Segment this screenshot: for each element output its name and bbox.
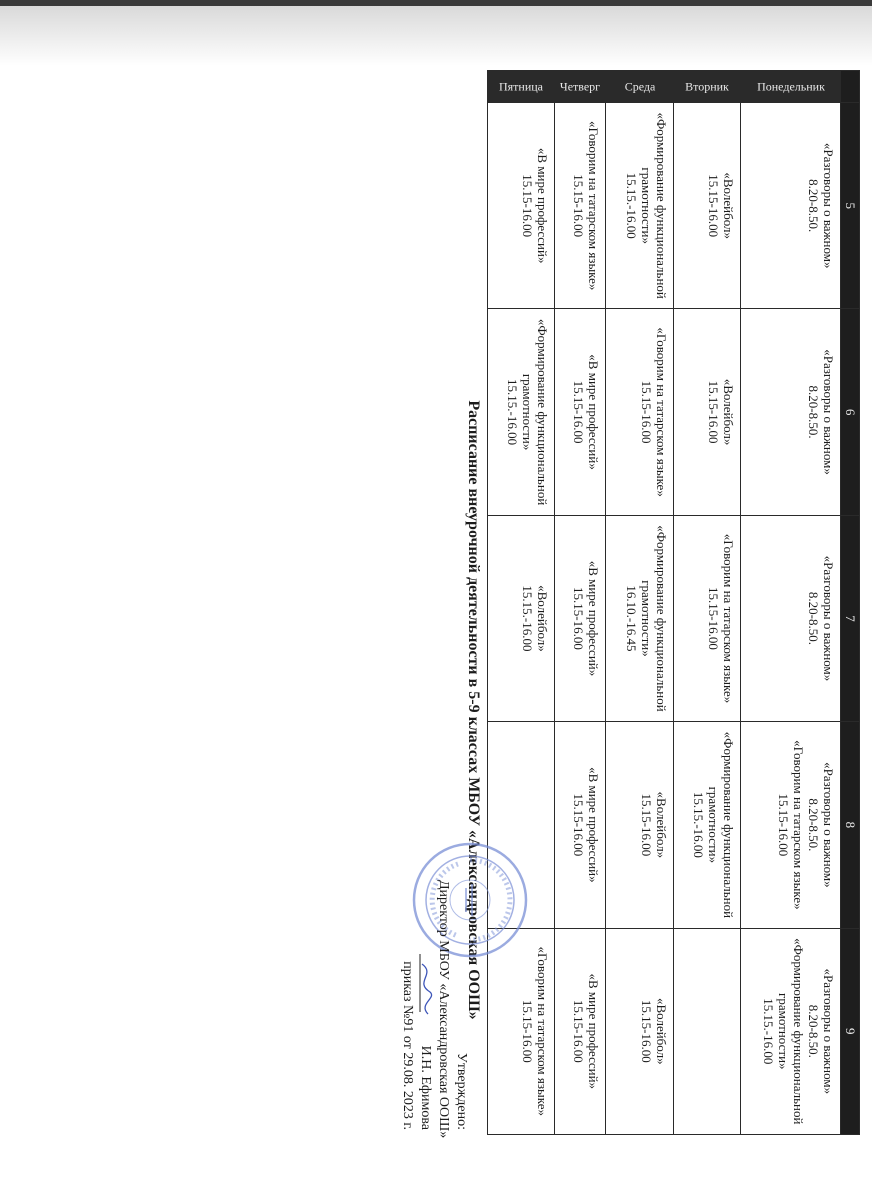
activity-entry: [706, 315, 736, 508]
activity-entry: [776, 728, 836, 921]
day-label: Вторник: [685, 79, 729, 93]
schedule-cell: [488, 103, 555, 309]
class-header-7: 7: [841, 515, 860, 721]
schedule-cell: [673, 515, 740, 721]
table-row: [555, 71, 606, 1135]
activity-text: «Формирование функциональной грамотности» 15.15.-16.00: [691, 731, 737, 919]
schedule-cell: [606, 309, 673, 515]
activity-text: «Говорим на татарском языке» 15.15-16.00: [571, 120, 602, 291]
activity-entry: [571, 315, 601, 508]
table-row: [606, 71, 673, 1135]
day-cell: [555, 71, 606, 103]
activity-entry: [571, 109, 601, 302]
schedule-cell: [488, 309, 555, 515]
schedule-cell: [673, 309, 740, 515]
approval-block: [270, 880, 470, 1139]
activity-entry: [691, 728, 736, 921]
schedule-cell: [741, 309, 841, 515]
schedule-cell: [606, 515, 673, 721]
activity-text: «В мире профессий» 15.15-16.00: [520, 147, 551, 264]
table-row: [741, 71, 841, 1135]
day-cell: [673, 71, 740, 103]
schedule-cell: [555, 515, 606, 721]
class-header-5: 5: [841, 103, 860, 309]
schedule-cell: [555, 309, 606, 515]
schedule-cell: [673, 722, 740, 928]
activity-text: «Говорим на татарском языке» 15.15-16.00: [520, 946, 551, 1117]
activity-text: «В мире профессий» 15.15-16.00: [571, 767, 602, 883]
activity-entry: [806, 109, 836, 302]
approval-order: приказ №91 от 29.08. 2023 г.: [399, 961, 415, 1130]
approval-director: Директор МБОУ «Александровская ООШ»: [436, 880, 451, 1139]
class-header-9: 9: [841, 928, 860, 1134]
activity-text: «Формирование функциональной грамотности» 16.10.-16.45: [623, 525, 669, 712]
activity-entry: [505, 315, 550, 508]
table-row: [488, 71, 555, 1135]
activity-entry: [706, 522, 736, 715]
activity-text: «Волейбол» 15.15.-16.00: [520, 585, 551, 652]
activity-entry: [571, 522, 601, 715]
schedule-cell: [555, 928, 606, 1134]
activity-entry: [639, 935, 669, 1128]
schedule-cell: [555, 103, 606, 309]
activity-entry: [761, 935, 836, 1128]
activity-entry: [624, 109, 669, 302]
activity-text: «Волейбол» 15.15-16.00: [706, 378, 737, 446]
activity-entry: [806, 315, 836, 508]
document-title: Расписание внеурочной деятельности в 5-9 классах МБОУ «Александровская ООШ»: [465, 400, 482, 1020]
activity-entry: [706, 109, 736, 302]
table-row: [673, 71, 740, 1135]
activity-text: «Разговоры о важном» 8.20-8.50. «Формирование функциональной грамотности» 15.15.-16.00: [761, 938, 836, 1125]
schedule-cell: [673, 928, 740, 1134]
approval-signature-name: [416, 880, 434, 1130]
activity-text: «Формирование функциональной грамотности» 15.15.-16.00: [623, 112, 669, 299]
rotated-document-page: [220, 70, 860, 1150]
activity-entry: [520, 109, 550, 302]
activity-text: «В мире профессий» 15.15-16.00: [571, 973, 602, 1090]
activity-text: «Разговоры о важном» 8.20-8.50. «Говорим на татарском языке» 15.15-16.00: [776, 740, 836, 910]
activity-entry: [639, 728, 669, 921]
activity-entry: [520, 935, 550, 1128]
schedule-cell: [741, 515, 841, 721]
schedule-cell: [555, 722, 606, 928]
signature: [416, 952, 434, 1042]
header-corner-cell: [841, 71, 860, 103]
activity-text: «Говорим на татарском языке» 15.15-16.00: [638, 327, 669, 497]
day-label: Четверг: [560, 79, 601, 93]
approval-heading: Утверждено:: [454, 1052, 469, 1130]
activity-entry: [639, 315, 669, 508]
day-label: Среда: [624, 79, 655, 93]
director-name: И.Н. Ефимова: [417, 1045, 433, 1130]
day-cell: [606, 71, 673, 103]
activity-text: «Говорим на татарском языке» 15.15-16.00: [706, 533, 737, 704]
activity-text: «Разговоры о важном» 8.20-8.50.: [806, 349, 836, 475]
activity-text: «Волейбол» 15.15-16.00: [706, 172, 737, 240]
day-label: Понедельник: [756, 79, 825, 93]
schedule-cell: [673, 103, 740, 309]
activity-entry: [571, 935, 601, 1128]
schedule-cell: [741, 103, 841, 309]
schedule-cell: [488, 515, 555, 721]
activity-text: «Разговоры о важном» 8.20-8.50.: [806, 555, 836, 682]
activity-text: «Волейбол» 15.15-16.00: [638, 791, 669, 859]
activity-entry: [624, 522, 669, 715]
schedule-table: [487, 70, 860, 1135]
class-header-6: 6: [841, 309, 860, 515]
class-header-8: 8: [841, 722, 860, 928]
activity-text: «Разговоры о важном» 8.20-8.50.: [806, 142, 836, 269]
activity-text: «Волейбол» 15.15-16.00: [638, 997, 669, 1065]
activity-entry: [571, 728, 601, 921]
activity-entry: [520, 522, 550, 715]
day-cell: [741, 71, 841, 103]
schedule-cell: [606, 722, 673, 928]
activity-entry: [806, 522, 836, 715]
day-label: Пятница: [499, 79, 544, 93]
schedule-cell: [741, 928, 841, 1134]
day-cell: [488, 71, 555, 103]
schedule-cell: [606, 103, 673, 309]
schedule-cell: [606, 928, 673, 1134]
scan-shadow: [0, 6, 872, 66]
schedule-cell: [741, 722, 841, 928]
activity-text: «В мире профессий» 15.15-16.00: [571, 560, 602, 677]
activity-text: «В мире профессий» 15.15-16.00: [571, 354, 602, 470]
activity-text: «Формирование функциональной грамотности» 15.15.-16.00: [505, 318, 551, 506]
table-header-row: [841, 71, 860, 1135]
